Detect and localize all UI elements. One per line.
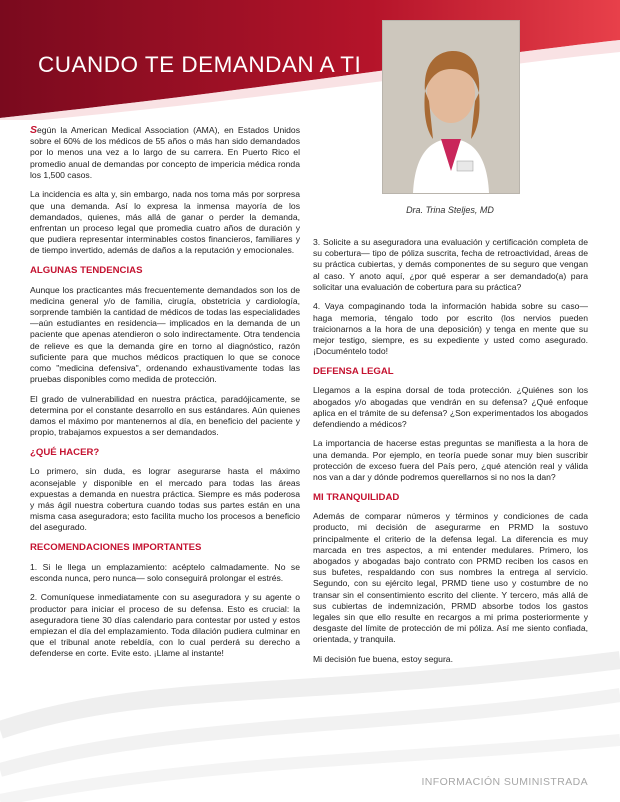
section-heading-defensa-legal: DEFENSA LEGAL [313, 365, 394, 377]
paragraph: 1. Si le llega un emplazamiento: acéptelo calmadamente. No se esconda nunca, pero nunca— solo conseguirá prolongar el estrés. [30, 561, 300, 583]
author-photo [382, 20, 520, 194]
paragraph: La incidencia es alta y, sin embargo, nada nos toma más por sorpresa que una demanda. Así lo expresa la inmensa mayoría de los demandados, quienes, más allá de ganar o perder la demanda, enfrentan un proceso legal que promedia cuatro años de duración y que pudiera representar interminables costos financieros, familiares y de tiempo invertido, además de daños a la reputación y emocionales. [30, 189, 300, 256]
section-heading-tendencias: ALGUNAS TENDENCIAS [30, 264, 143, 276]
paragraph: 3. Solicite a su aseguradora una evaluación y certificación completa de su cobertura— tipo de póliza suscrita, fecha de retroactividad, áreas de su práctica cubiertas, y demás componentes de su seguro que vengan al caso. Y anoto aquí, ¿por qué esperar a ser demandado(a) para solicitar una evaluación de cobertura para su práctica? [313, 237, 588, 292]
section-heading-que-hacer: ¿QUÉ HACER? [30, 446, 100, 458]
footer-note: INFORMACIÓN SUMINISTRADA [421, 776, 588, 788]
paragraph: La importancia de hacerse estas preguntas se manifiesta a la hora de una demanda. Por ejemplo, en teoría puede sonar muy bien suscribir protección de exceso fuera del País pero, ¿qué atención real y válida nos van a dar y dónde podremos querellarnos si no nos la dan? [313, 438, 588, 483]
section-heading-recomendaciones: RECOMENDACIONES IMPORTANTES [30, 541, 202, 553]
intro-paragraph: Según la American Medical Association (AMA), en Estados Unidos sobre el 60% de los médicos de 55 años o más han sido demandados por lo menos una vez a lo largo de su carrera. En Puerto Rico el promedio anual de demandas por concepto de impericia médica ronda los 1,500 casos. [30, 124, 300, 180]
section-heading-mi-tranquilidad: MI TRANQUILIDAD [313, 491, 400, 503]
paragraph: Lo primero, sin duda, es lograr asegurarse hasta el máximo aconsejable y disponible en el mercado para todas las áreas expuestas a demanda en nuestra práctica. Siempre es más poderosa y más ágil nuestra cobertura cuando todas sus partes están en una misma casa aseguradora; esto facilita mucho los procesos a beneficio del asegurado. [30, 466, 300, 533]
photo-caption: Dra. Trina Steljes, MD [406, 205, 494, 215]
paragraph: Llegamos a la espina dorsal de toda protección. ¿Quiénes son los abogados y/o abogadas que vendrán en su defensa? ¿Qué enfoque aplica en el trámite de su defensa? ¿Son experimentados los abogados defendiendo a médicos? [313, 385, 588, 429]
paragraph: 2. Comuníquese inmediatamente con su aseguradora y su agente o productor para iniciar el proceso de su defensa. Esto es crucial: la aseguradora tiene 30 días calendario para contestar por usted y estos empiezan el día del emplazamiento. Toda dilación pudiera culminar en que el tribunal anote rebeldía, con lo cual perderá su derecho a defenderse en corte. Evite esto. ¡Llame al instante! [30, 592, 300, 659]
article-column-right [313, 237, 588, 673]
portrait-image [383, 21, 519, 193]
page-title: CUANDO TE DEMANDAN A TI [38, 52, 362, 77]
paragraph: El grado de vulnerabilidad en nuestra práctica, paradójicamente, se determina por el constante desarrollo en sus estándares. Aún quienes damos el máximo por mantenernos al día, en beneficio del paciente y propio, trabajamos expuestos a ser demandados. [30, 393, 300, 438]
drop-cap: S [30, 124, 38, 136]
paragraph: Además de comparar números y términos y condiciones de cada producto, mi decisión de asegurarme en PRMD la sostuvo principalmente el criterio de la defensa legal. La diferencia es muy marcada en tres aspectos, a mi entender medulares. Primero, los abogados y abogadas bajo contrato con PRMD reciben los casos en sus bufetes, respaldando con sus nombres la entrega al servicio. Segundo, con su ejército legal, PRMD tiene uso y costumbre de no transar sin el consentimiento escrito del cliente. Y tercero, más allá de sus cubiertas de indemnización, PRMD absorbe todos los gastos legales sin que ello resulte en recargos a mi prima posteriormente y desgaste del límite de protección de mi póliza. Así me siento confiada, orientada, y tranquila. [313, 511, 588, 645]
article-column-left [30, 125, 300, 668]
paragraph: Mi decisión fue buena, estoy segura. [313, 653, 453, 664]
paragraph: Aunque los practicantes más frecuentemente demandados son los de medicina general y/o de familia, cirugía, obstetricia y cardiología, sorprende también la cantidad de médicos de todas las especialidades —aún estudiantes en residencia— implicados en la demanda de un paciente que apenas atendieron o solo indirectamente. Otra tendencia de relieve es que la demanda gire en torno al diagnóstico, razón suficiente para que muchos médicos practiquen lo que se conoce como "medicina defensiva", ordenando exhaustivamente todas las pruebas disponibles como medida de protección. [30, 284, 300, 385]
paragraph: 4. Vaya compaginando toda la información habida sobre su caso— haga memoria, téngalo todo por escrito (los nervios pueden traicionarnos a la hora de una deposición) y tenga en mente que su mejor testigo, siempre, es su expediente y usted como asegurado. ¡Documéntelo todo! [313, 301, 588, 357]
